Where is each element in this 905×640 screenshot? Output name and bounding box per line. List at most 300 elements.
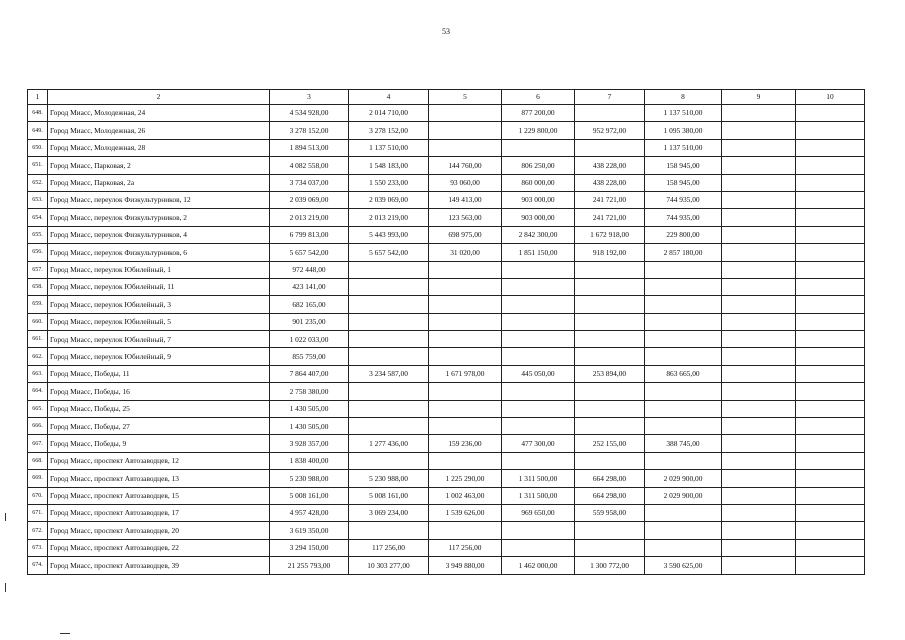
value-cell: 1 137 510,00 xyxy=(349,139,429,156)
value-cell xyxy=(349,278,429,295)
value-cell: 4 957 428,00 xyxy=(270,504,349,521)
value-cell xyxy=(796,522,865,539)
value-cell: 1 430 505,00 xyxy=(270,418,349,435)
row-number-cell: 658. xyxy=(28,278,48,295)
value-cell xyxy=(429,400,502,417)
value-cell xyxy=(349,400,429,417)
value-cell: 445 050,00 xyxy=(502,365,575,382)
address-cell: Город Миасс, Молодежная, 28 xyxy=(48,139,270,156)
value-cell: 2 758 380,00 xyxy=(270,383,349,400)
value-cell: 3 234 587,00 xyxy=(349,365,429,382)
value-cell: 144 760,00 xyxy=(429,157,502,174)
table-row xyxy=(28,278,865,295)
table-row xyxy=(28,487,865,504)
table-row xyxy=(28,557,865,574)
value-cell: 2 029 900,00 xyxy=(645,470,722,487)
value-cell xyxy=(502,348,575,365)
address-cell: Город Миасс, Победы, 9 xyxy=(48,435,270,452)
row-number-cell: 652. xyxy=(28,174,48,191)
value-cell xyxy=(575,105,645,122)
value-cell xyxy=(502,296,575,313)
row-number-cell: 665. xyxy=(28,400,48,417)
value-cell xyxy=(575,261,645,278)
row-number-cell: 649. xyxy=(28,122,48,139)
value-cell: 1 137 510,00 xyxy=(645,105,722,122)
value-cell xyxy=(502,539,575,556)
row-number-cell: 648. xyxy=(28,105,48,122)
value-cell xyxy=(429,278,502,295)
row-number-cell: 664. xyxy=(28,383,48,400)
address-cell: Город Миасс, проспект Автозаводцев, 12 xyxy=(48,452,270,469)
address-cell: Город Миасс, проспект Автозаводцев, 39 xyxy=(48,557,270,574)
value-cell xyxy=(722,139,796,156)
value-cell xyxy=(502,278,575,295)
value-cell: 3 278 152,00 xyxy=(349,122,429,139)
table-row xyxy=(28,383,865,400)
value-cell: 3 278 152,00 xyxy=(270,122,349,139)
value-cell xyxy=(502,383,575,400)
row-number-cell: 669. xyxy=(28,470,48,487)
address-cell: Город Миасс, Молодежная, 26 xyxy=(48,122,270,139)
value-cell xyxy=(429,296,502,313)
value-cell xyxy=(722,226,796,243)
value-cell xyxy=(575,400,645,417)
value-cell xyxy=(796,400,865,417)
value-cell xyxy=(502,400,575,417)
value-cell xyxy=(645,348,722,365)
table-row xyxy=(28,313,865,330)
value-cell xyxy=(575,331,645,348)
value-cell xyxy=(722,487,796,504)
value-cell: 969 650,00 xyxy=(502,504,575,521)
value-cell xyxy=(722,504,796,521)
value-cell xyxy=(722,470,796,487)
column-header: 8 xyxy=(645,90,722,105)
value-cell: 2 014 710,00 xyxy=(349,105,429,122)
table-row xyxy=(28,191,865,208)
value-cell xyxy=(502,418,575,435)
value-cell: 3 069 234,00 xyxy=(349,504,429,521)
value-cell: 806 250,00 xyxy=(502,157,575,174)
value-cell xyxy=(645,452,722,469)
table-row xyxy=(28,418,865,435)
value-cell xyxy=(349,261,429,278)
table-row xyxy=(28,174,865,191)
value-cell xyxy=(796,278,865,295)
value-cell xyxy=(722,365,796,382)
value-cell: 1 225 290,00 xyxy=(429,470,502,487)
value-cell: 5 230 988,00 xyxy=(349,470,429,487)
value-cell: 6 799 813,00 xyxy=(270,226,349,243)
row-number-cell: 668. xyxy=(28,452,48,469)
value-cell xyxy=(349,452,429,469)
value-cell xyxy=(796,261,865,278)
value-cell: 1 311 500,00 xyxy=(502,487,575,504)
value-cell: 253 894,00 xyxy=(575,365,645,382)
value-cell xyxy=(429,122,502,139)
value-cell: 1 548 183,00 xyxy=(349,157,429,174)
scan-artifact-mark xyxy=(5,513,6,521)
column-header: 5 xyxy=(429,90,502,105)
address-cell: Город Миасс, переулок Юбилейный, 7 xyxy=(48,331,270,348)
value-cell: 123 563,00 xyxy=(429,209,502,226)
value-cell xyxy=(796,470,865,487)
value-cell: 1 095 380,00 xyxy=(645,122,722,139)
value-cell: 3 928 357,00 xyxy=(270,435,349,452)
column-header: 1 xyxy=(28,90,48,105)
value-cell: 863 665,00 xyxy=(645,365,722,382)
column-header: 4 xyxy=(349,90,429,105)
value-cell xyxy=(722,418,796,435)
row-number-cell: 663. xyxy=(28,365,48,382)
value-cell xyxy=(429,418,502,435)
column-header: 10 xyxy=(796,90,865,105)
value-cell xyxy=(575,418,645,435)
value-cell xyxy=(796,226,865,243)
value-cell: 5 657 542,00 xyxy=(349,244,429,261)
table-row xyxy=(28,226,865,243)
value-cell xyxy=(429,105,502,122)
value-cell: 1 137 510,00 xyxy=(645,139,722,156)
value-cell: 93 060,00 xyxy=(429,174,502,191)
value-cell: 1 671 978,00 xyxy=(429,365,502,382)
value-cell xyxy=(722,522,796,539)
table-row xyxy=(28,244,865,261)
value-cell xyxy=(722,400,796,417)
value-cell xyxy=(796,331,865,348)
value-cell: 3 949 880,00 xyxy=(429,557,502,574)
value-cell xyxy=(796,296,865,313)
value-cell xyxy=(349,331,429,348)
table-row xyxy=(28,504,865,521)
value-cell: 423 141,00 xyxy=(270,278,349,295)
value-cell: 664 298,00 xyxy=(575,470,645,487)
address-cell: Город Миасс, проспект Автозаводцев, 13 xyxy=(48,470,270,487)
value-cell: 438 228,00 xyxy=(575,174,645,191)
table-row xyxy=(28,522,865,539)
address-cell: Город Миасс, Парковая, 2 xyxy=(48,157,270,174)
value-cell: 918 192,00 xyxy=(575,244,645,261)
table-row xyxy=(28,452,865,469)
value-cell xyxy=(796,539,865,556)
address-cell: Город Миасс, переулок Физкультурников, 2 xyxy=(48,209,270,226)
table-row xyxy=(28,435,865,452)
value-cell: 1 838 400,00 xyxy=(270,452,349,469)
table-row xyxy=(28,139,865,156)
row-number-cell: 666. xyxy=(28,418,48,435)
row-number-cell: 671. xyxy=(28,504,48,521)
table-row xyxy=(28,400,865,417)
value-cell xyxy=(722,557,796,574)
value-cell xyxy=(502,313,575,330)
value-cell xyxy=(645,261,722,278)
value-cell xyxy=(796,418,865,435)
value-cell xyxy=(429,261,502,278)
address-cell: Город Миасс, переулок Юбилейный, 5 xyxy=(48,313,270,330)
value-cell: 744 935,00 xyxy=(645,209,722,226)
value-cell xyxy=(722,244,796,261)
value-cell: 682 165,00 xyxy=(270,296,349,313)
value-cell xyxy=(796,452,865,469)
value-cell xyxy=(796,435,865,452)
value-cell: 2 857 180,00 xyxy=(645,244,722,261)
table-row xyxy=(28,365,865,382)
row-number-cell: 667. xyxy=(28,435,48,452)
table-row xyxy=(28,539,865,556)
value-cell xyxy=(796,557,865,574)
address-cell: Город Миасс, переулок Физкультурников, 12 xyxy=(48,191,270,208)
value-cell: 1 277 436,00 xyxy=(349,435,429,452)
value-cell: 3 734 037,00 xyxy=(270,174,349,191)
address-cell: Город Миасс, переулок Юбилейный, 3 xyxy=(48,296,270,313)
value-cell xyxy=(645,418,722,435)
value-cell xyxy=(349,348,429,365)
value-cell xyxy=(796,487,865,504)
address-cell: Город Миасс, проспект Автозаводцев, 20 xyxy=(48,522,270,539)
value-cell xyxy=(575,139,645,156)
address-cell: Город Миасс, проспект Автозаводцев, 22 xyxy=(48,539,270,556)
value-cell: 952 972,00 xyxy=(575,122,645,139)
value-cell xyxy=(722,174,796,191)
value-cell: 3 590 625,00 xyxy=(645,557,722,574)
address-cell: Город Миасс, проспект Автозаводцев, 15 xyxy=(48,487,270,504)
row-number-cell: 656. xyxy=(28,244,48,261)
value-cell xyxy=(796,139,865,156)
value-cell xyxy=(722,383,796,400)
table-row xyxy=(28,296,865,313)
value-cell: 1 550 233,00 xyxy=(349,174,429,191)
row-number-cell: 670. xyxy=(28,487,48,504)
value-cell xyxy=(722,261,796,278)
table-row xyxy=(28,331,865,348)
value-cell xyxy=(722,296,796,313)
value-cell xyxy=(502,139,575,156)
value-cell: 2 013 219,00 xyxy=(349,209,429,226)
value-cell xyxy=(796,105,865,122)
row-number-cell: 653. xyxy=(28,191,48,208)
row-number-cell: 659. xyxy=(28,296,48,313)
row-number-cell: 672. xyxy=(28,522,48,539)
value-cell: 10 303 277,00 xyxy=(349,557,429,574)
value-cell: 1 229 800,00 xyxy=(502,122,575,139)
value-cell xyxy=(645,278,722,295)
value-cell xyxy=(722,209,796,226)
address-cell: Город Миасс, Победы, 11 xyxy=(48,365,270,382)
value-cell: 31 020,00 xyxy=(429,244,502,261)
address-cell: Город Миасс, переулок Юбилейный, 1 xyxy=(48,261,270,278)
value-cell xyxy=(645,296,722,313)
value-cell: 4 082 558,00 xyxy=(270,157,349,174)
value-cell: 559 958,00 xyxy=(575,504,645,521)
value-cell xyxy=(722,191,796,208)
value-cell xyxy=(722,435,796,452)
row-number-cell: 651. xyxy=(28,157,48,174)
value-cell xyxy=(796,174,865,191)
column-header: 6 xyxy=(502,90,575,105)
table-row xyxy=(28,261,865,278)
value-cell: 877 200,00 xyxy=(502,105,575,122)
value-cell xyxy=(502,522,575,539)
value-cell xyxy=(796,365,865,382)
row-number-cell: 660. xyxy=(28,313,48,330)
value-cell xyxy=(796,383,865,400)
value-cell xyxy=(645,522,722,539)
row-number-cell: 661. xyxy=(28,331,48,348)
address-cell: Город Миасс, переулок Физкультурников, 6 xyxy=(48,244,270,261)
value-cell xyxy=(575,348,645,365)
value-cell xyxy=(796,348,865,365)
value-cell xyxy=(645,313,722,330)
value-cell: 252 155,00 xyxy=(575,435,645,452)
value-cell xyxy=(429,452,502,469)
value-cell: 744 935,00 xyxy=(645,191,722,208)
value-cell: 901 235,00 xyxy=(270,313,349,330)
scan-artifact-mark xyxy=(60,633,70,634)
value-cell: 903 000,00 xyxy=(502,209,575,226)
header-row xyxy=(28,90,865,105)
address-cell: Город Миасс, Победы, 16 xyxy=(48,383,270,400)
value-cell: 855 759,00 xyxy=(270,348,349,365)
value-cell xyxy=(429,348,502,365)
address-cell: Город Миасс, Победы, 25 xyxy=(48,400,270,417)
value-cell xyxy=(575,278,645,295)
value-cell xyxy=(502,452,575,469)
value-cell xyxy=(796,504,865,521)
value-cell: 4 534 928,00 xyxy=(270,105,349,122)
table-row xyxy=(28,470,865,487)
value-cell xyxy=(645,400,722,417)
value-cell xyxy=(349,418,429,435)
value-cell xyxy=(645,383,722,400)
value-cell xyxy=(796,313,865,330)
table-row xyxy=(28,122,865,139)
value-cell xyxy=(575,522,645,539)
value-cell xyxy=(722,313,796,330)
value-cell: 5 008 161,00 xyxy=(349,487,429,504)
value-cell xyxy=(722,348,796,365)
value-cell: 1 022 033,00 xyxy=(270,331,349,348)
value-cell: 972 448,00 xyxy=(270,261,349,278)
value-cell xyxy=(796,157,865,174)
value-cell: 241 721,00 xyxy=(575,191,645,208)
table-row xyxy=(28,209,865,226)
table-row xyxy=(28,348,865,365)
address-cell: Город Миасс, Парковая, 2а xyxy=(48,174,270,191)
row-number-cell: 657. xyxy=(28,261,48,278)
value-cell xyxy=(722,105,796,122)
value-cell xyxy=(796,122,865,139)
value-cell: 860 000,00 xyxy=(502,174,575,191)
value-cell xyxy=(575,539,645,556)
value-cell: 1 300 772,00 xyxy=(575,557,645,574)
table-row xyxy=(28,157,865,174)
value-cell: 149 413,00 xyxy=(429,191,502,208)
column-header: 7 xyxy=(575,90,645,105)
value-cell: 158 945,00 xyxy=(645,174,722,191)
page-number: 53 xyxy=(442,27,450,36)
column-header: 2 xyxy=(48,90,270,105)
value-cell: 159 236,00 xyxy=(429,435,502,452)
value-cell: 903 000,00 xyxy=(502,191,575,208)
value-cell xyxy=(722,278,796,295)
value-cell: 1 002 463,00 xyxy=(429,487,502,504)
row-number-cell: 673. xyxy=(28,539,48,556)
value-cell: 117 256,00 xyxy=(429,539,502,556)
value-cell xyxy=(429,522,502,539)
value-cell xyxy=(645,539,722,556)
value-cell xyxy=(645,331,722,348)
value-cell: 2 013 219,00 xyxy=(270,209,349,226)
value-cell xyxy=(502,331,575,348)
value-cell xyxy=(349,522,429,539)
value-cell xyxy=(502,261,575,278)
table-row xyxy=(28,105,865,122)
scan-artifact-mark xyxy=(5,583,6,592)
address-cell: Город Миасс, проспект Автозаводцев, 17 xyxy=(48,504,270,521)
value-cell xyxy=(722,539,796,556)
value-cell xyxy=(349,296,429,313)
row-number-cell: 674. xyxy=(28,557,48,574)
value-cell xyxy=(349,383,429,400)
value-cell: 1 894 513,00 xyxy=(270,139,349,156)
data-table xyxy=(27,89,865,575)
value-cell xyxy=(429,383,502,400)
value-cell xyxy=(429,331,502,348)
value-cell xyxy=(722,157,796,174)
value-cell: 3 294 150,00 xyxy=(270,539,349,556)
value-cell: 158 945,00 xyxy=(645,157,722,174)
value-cell xyxy=(575,296,645,313)
column-header: 3 xyxy=(270,90,349,105)
value-cell: 1 430 505,00 xyxy=(270,400,349,417)
value-cell: 241 721,00 xyxy=(575,209,645,226)
value-cell xyxy=(645,504,722,521)
row-number-cell: 650. xyxy=(28,139,48,156)
row-number-cell: 662. xyxy=(28,348,48,365)
value-cell: 1 672 918,00 xyxy=(575,226,645,243)
value-cell: 2 029 900,00 xyxy=(645,487,722,504)
value-cell xyxy=(575,383,645,400)
row-number-cell: 655. xyxy=(28,226,48,243)
value-cell: 1 311 500,00 xyxy=(502,470,575,487)
value-cell xyxy=(429,139,502,156)
value-cell: 388 745,00 xyxy=(645,435,722,452)
value-cell: 7 864 407,00 xyxy=(270,365,349,382)
value-cell: 229 800,00 xyxy=(645,226,722,243)
value-cell: 3 619 350,00 xyxy=(270,522,349,539)
value-cell: 5 657 542,00 xyxy=(270,244,349,261)
value-cell xyxy=(796,209,865,226)
address-cell: Город Миасс, Победы, 27 xyxy=(48,418,270,435)
value-cell xyxy=(429,313,502,330)
value-cell: 2 039 069,00 xyxy=(270,191,349,208)
address-cell: Город Миасс, переулок Юбилейный, 11 xyxy=(48,278,270,295)
value-cell xyxy=(722,122,796,139)
value-cell: 1 851 150,00 xyxy=(502,244,575,261)
value-cell xyxy=(575,313,645,330)
value-cell: 477 300,00 xyxy=(502,435,575,452)
value-cell: 664 298,00 xyxy=(575,487,645,504)
value-cell xyxy=(349,313,429,330)
value-cell: 117 256,00 xyxy=(349,539,429,556)
value-cell xyxy=(796,191,865,208)
row-number-cell: 654. xyxy=(28,209,48,226)
value-cell: 21 255 793,00 xyxy=(270,557,349,574)
value-cell xyxy=(722,452,796,469)
value-cell: 1 462 000,00 xyxy=(502,557,575,574)
value-cell: 2 039 069,00 xyxy=(349,191,429,208)
value-cell xyxy=(722,331,796,348)
